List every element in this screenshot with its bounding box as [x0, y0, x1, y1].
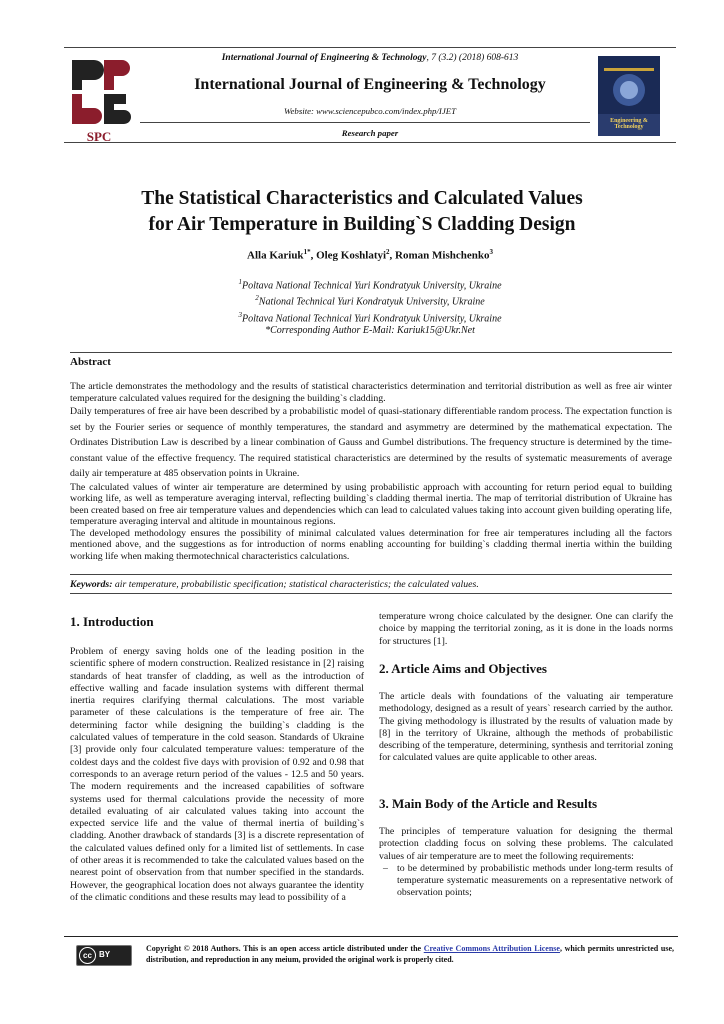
keywords-rule-bottom: [70, 593, 672, 594]
section-heading-introduction: 1. Introduction: [70, 614, 154, 629]
logo-text: SPC: [86, 129, 112, 144]
spc-logo-icon: [66, 56, 132, 126]
main-body-text: The principles of temperature valuation for designing the thermal protection cladding focus on solving these problems. The calculated values of air temperature are to meet the following requirements: – to be determined by probabilistic methods under long-term results of temperature systematic measurements on a representative network of observation points;: [379, 826, 673, 900]
keywords-rule-top: [70, 574, 672, 575]
aims-text: The article deals with foundations of the valuating air temperature methodology, designed as a result of years` research carried by the author. The giving methodology is illustrated by the results of valuation made by [8] in the territory of Ukraine, although the methods of probabilistic describing of the temperature, determining, synthesis and territorial zoning for calculated values are quite applicable to other areas.: [379, 691, 673, 764]
abstract-heading: Abstract: [70, 356, 111, 368]
cover-text: Engineering & Technology: [610, 118, 648, 130]
journal-title: International Journal of Engineering & Technology: [194, 76, 546, 93]
affiliations: $^1$Poltava National Technical Yuri Kondratyuk University, Ukraine $^2$National Technical Yuri Kondratyuk University, Ukraine $^3$Poltava National Technical Yuri Kondratyuk University, Ukraine *Corresponding Author E-Mail: Kariuk15@Ukr.Net: [64, 276, 676, 337]
license-link[interactable]: Creative Commons Attribution License: [423, 944, 560, 953]
by-icon: BY: [99, 950, 111, 959]
requirements-list: [379, 863, 673, 900]
cc-icon: cc: [79, 947, 96, 964]
abstract-rule-top: [70, 352, 672, 353]
article-title: The Statistical Characteristics and Calculated Values for Air Temperature in Building`S Cladding Design: [141, 188, 583, 235]
copyright-notice: Copyright © 2018 Authors. This is an open access article distributed under the Creative Commons Attribution License, which permits unrestricted use, distribution, and reproduction in any meium, provided the original work is properly cited.: [146, 944, 674, 964]
author-list: Alla Kariuk$^{1*}$, Oleg Koshlatyi$^2$, Roman Mishchenko$^3$: [247, 248, 493, 262]
list-item: – to be determined by probabilistic methods under long-term results of temperature systematic measurements on a representative network of observation points;: [379, 863, 673, 900]
journal-website[interactable]: Website: www.sciencepubco.com/index.php/IJET: [284, 106, 456, 116]
paper-type: Research paper: [341, 128, 399, 138]
footer-rule: [64, 936, 678, 937]
corresponding-author: *Corresponding Author E-Mail: Kariuk15@Ukr.Net: [265, 324, 475, 336]
journal-cover-image: [598, 56, 660, 136]
section-heading-aims: 2. Article Aims and Objectives: [379, 661, 547, 676]
header-rule-mid: [140, 122, 590, 123]
header-rule-bottom: [64, 142, 676, 143]
introduction-text: Problem of energy saving holds one of the leading position in the scientific sphere of modern construction. Realized resistance in [2] raising standards of heat transfer of cladding, as well as the introduction of effective walling and facade insulation systems with different thermal inertia requires clarifying thermal calculations. The most variable parameter of these calculations is the temperature of free air. The determining factor while designing the building`s cladding is the calculated values of temperature in the cold season. Standards of Ukraine [3] provide only four calculated temperature values: temperature of the coldest days and the coldest five days with provision of 0.92 and 0.98 that corresponds to an average return period of the values - 12.5 and 50 years. The modern requirements and the increased capabilities of software systems used for thermal calculations provide the necessity of more detailed evaluating of air calculated values taking into account the expected service life and the value of thermal inertia of building`s cladding. Another drawback of standards [3] is a discrete representation of the calculated values defined only for a limited list of settlements. In case of other areas it is recommended to take the calculated values based on the nearest point of observation from that number specified in the standards. However, the geographical location does not always guarantee the identity of the climatic conditions and these results may lead to possibility of a: [70, 646, 364, 903]
publisher-logo: [66, 56, 132, 144]
abstract-body: The article demonstrates the methodology and the results of statistical characteristics determination and territorial distribution as well as free air winter temperature calculated values required for the designing the building`s cladding. Daily temperatures of free air have been described by a probabilistic model of quasi-stationary differentiable random process. The expectation function is set by the Fourier series or sequence of monthly temperatures, the standard and asymmetry are determined by the mathematical expectation. The Ordinates Distribution Law is described by a linear combination of Gauss and Gumbel distributions. The frequency structure is determined by the time-constant value of the effective frequency. The required statistical characteristics are determined by the results of systematic measurements of average daily air temperature at 485 observation points in Ukraine. The calculated values of winter air temperature are determined by using probabilistic approach with accounting for return period equal to building working life, as well as temperature averaging interval, reflecting building`s cladding thermal inertia. The map of territorial distribution of Ukraine has been created based on free air temperature values and dependencies which can lead to calculated values taking into account given building operating life, temperature averaging interval and altitude in mountainous regions. The developed methodology ensures the possibility of minimal calculated values determination for free air temperatures including all the factors mentioned above, and the suggestions as for introduction of norms enabling accounting for building`s cladding thermal inertia within the building working life when making thermotechnical characteristics calculations.: [70, 381, 672, 562]
keywords: Keywords: air temperature, probabilistic specification; statistical characteristics; the calculated values.: [70, 579, 479, 590]
introduction-continued: temperature wrong choice calculated by the designer. One can clarify the choice by mapping the territorial zoning, as it is done in the loads norms for structures [1].: [379, 611, 673, 647]
header-rule-top: [64, 47, 676, 48]
header-citation: International Journal of Engineering & Technology, 7 (3.2) (2018) 608-613: [221, 53, 519, 63]
cc-by-license-badge[interactable]: [76, 945, 132, 966]
section-heading-main-body: 3. Main Body of the Article and Results: [379, 796, 598, 811]
